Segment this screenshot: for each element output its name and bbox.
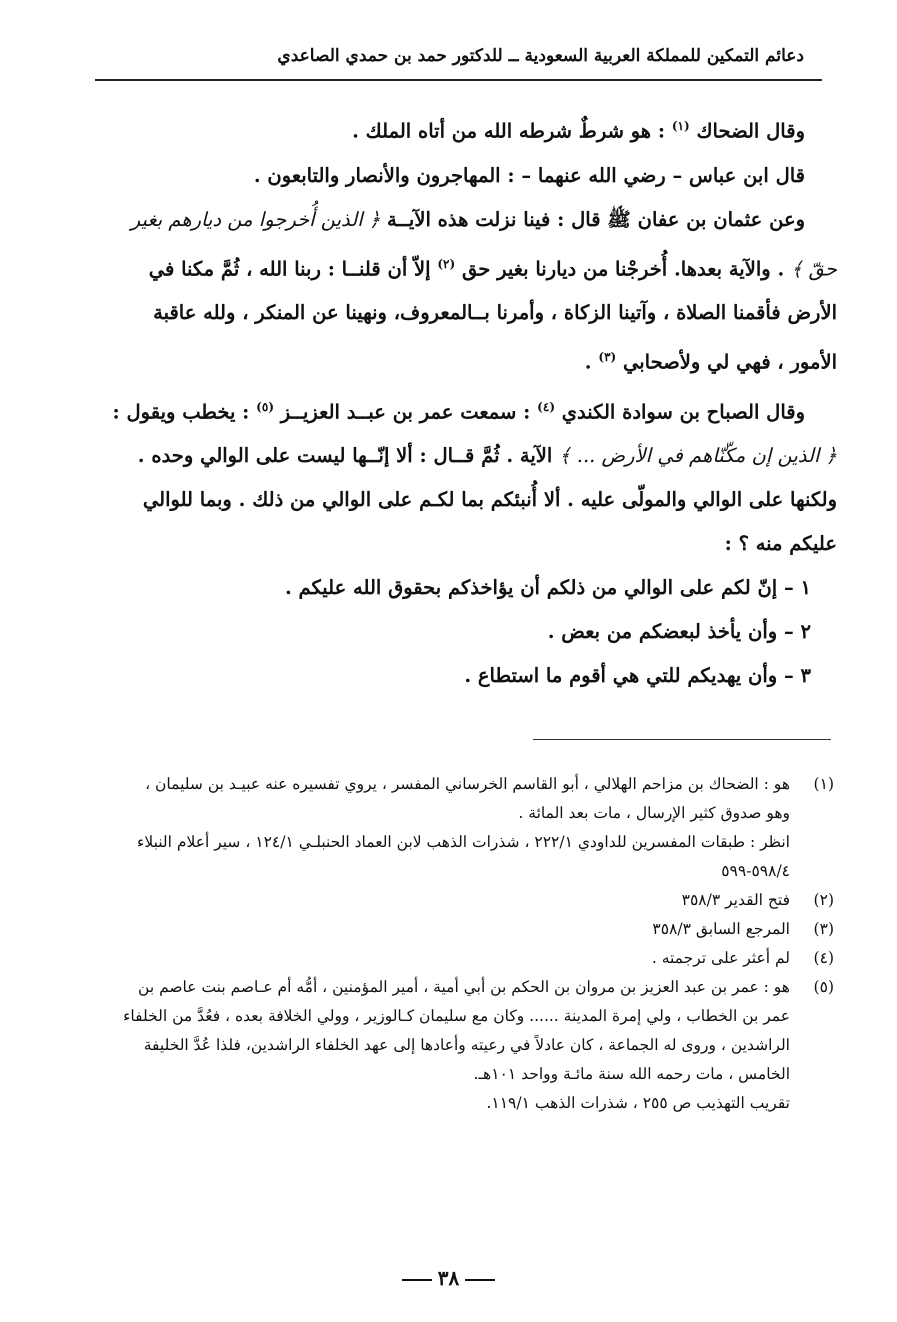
footnote-number: (٣) [813,920,834,938]
list-item: ١ – إنّ لكم على الوالي من ذلكم أن يؤاخذكم بحقوق الله عليكم . [284,576,811,599]
footnote-1 [118,770,834,828]
footnote-ref-4[interactable]: (٤) [537,399,555,414]
main-text [110,104,837,698]
footnote-5 [118,973,834,1089]
quran-verse: ﴿ الذين أُخرجوا من ديارهم بغير حقّ ﴾ [130,207,837,280]
footnote-number: (١) [813,775,834,793]
running-header: دعائم التمكين للمملكة العربية السعودية ــ للدكتور حمد بن حمدي الصاعدي [277,46,804,66]
text-run: إلاّ أن قلنــا : ربنا الله ، ثُمَّ مكنا في الأرض فأقمنا الصلاة ، وآتينا الزكاة ، وأمرنا بــالمعروف، ونهينا عن المنكر ، ولله عاقبة الأمور ، فهي لي ولأصحابي [148,257,837,374]
footnote-ref-3[interactable]: (٣) [598,350,617,364]
quran-verse: ﴿ الذين إن مكّنّاهم في الأرض ... ﴾ [559,444,837,467]
page-number-dash [465,1279,495,1281]
footnote-number: (٤) [813,949,834,967]
list-item: ٢ – وأن يأخذ لبعضكم من بعض . [547,620,811,643]
footnote-text: هو : الضحاك بن مزاحم الهلالي ، أبو القاسم الخرساني المفسر ، يروي تفسيره عنه عبيـد بن سليمان ، وهو صدوق كثير الإرسال ، مات بعد المائة . [145,775,790,822]
paragraph-sabbah [110,385,837,567]
text-run: . [584,350,592,374]
paragraph-dahhak [110,104,837,154]
text-run: . والآية بعدها. أُخرجْنا من ديارنا بغير حق [461,257,785,280]
text-run: وقال الضحاك [696,119,805,143]
text-run: وقال الصباح بن سوادة الكندي [561,400,805,423]
footnote-5-sources: تقريب التهذيب ص ٢٥٥ ، شذرات الذهب ١١٩/١. [486,1094,790,1112]
footnote-number: (٢) [813,891,834,909]
page-number-dash [402,1279,432,1281]
page-number [0,1266,897,1290]
header-divider [95,79,822,81]
footnote-1-sources: انظر : طبقات المفسرين للداودي ٢٢٢/١ ، شذرات الذهب لابن العماد الحنبلـي ١٢٤/١ ، سير أعلام النبلاء ٥٩٨/٤-٥٩٩ [137,833,790,880]
footnote-4 [118,944,834,973]
list-item: ٣ – وأن يهديكم للتي هي أقوم ما استطاع . [464,664,811,687]
text-run: : سمعت عمر بن عبــد العزيــز [280,400,531,423]
footnote-ref-5[interactable]: (٥) [256,399,274,414]
footnote-number: (٥) [813,978,834,996]
footnote-divider [533,739,831,740]
text-run: : هو شرطٌ شرطه الله من أتاه الملك . [352,119,666,143]
footnote-text: فتح القدير ٣٥٨/٣ [681,891,790,909]
paragraph-uthman [110,198,837,385]
footnote-3 [118,915,834,944]
text-run: : يخطب ويقول : [112,400,250,423]
footnotes [118,770,834,1118]
footnote-text: لم أعثر على ترجمته . [651,949,790,967]
footnote-text: هو : عمر بن عبد العزيز بن مروان بن الحكم بن أبي أمية ، أمير المؤمنين ، أمُّه أم عـاصم بنت عاصم بن عمر بن الخطاب ، ولي إمرة المدينة ...... وكان مع سليمان كـالوزير ، وولي الخلافة بعده ، فعُدَّ من الخلفاء الراشدين ، وروى له الجماعة ، كان عادلاً في رعيته وأعادها إلى عهد الخلفاء الراشدين، فلذا عُدَّ الخليفة الخامس ، مات رحمه الله سنة مائـة وواحد ١٠١هـ. [123,978,790,1083]
footnote-ref-1[interactable]: (١) [671,119,690,133]
footnote-ref-2[interactable]: (٢) [437,256,456,271]
paragraph-ibn-abbas: قال ابن عباس – رضي الله عنهما – : المهاجرون والأنصار والتابعون . [253,163,805,187]
footnote-2 [118,886,834,915]
page-number-value: ٣٨ [437,1266,460,1290]
text-run: الآية . ثُمَّ قــال : ألا إنّــها ليست على الوالي وحده . ولكنها على الوالي والمولّى عليه . ألا أُنبئكم بما لكـم على الوالي من ذلك . وبما للوالي عليكم منه ؟ : [137,444,837,555]
text-run: وعن عثمان بن عفان ﷺ قال : فينا نزلت هذه الآيــة [387,207,805,231]
footnote-text: المرجع السابق ٣٥٨/٣ [652,920,790,938]
